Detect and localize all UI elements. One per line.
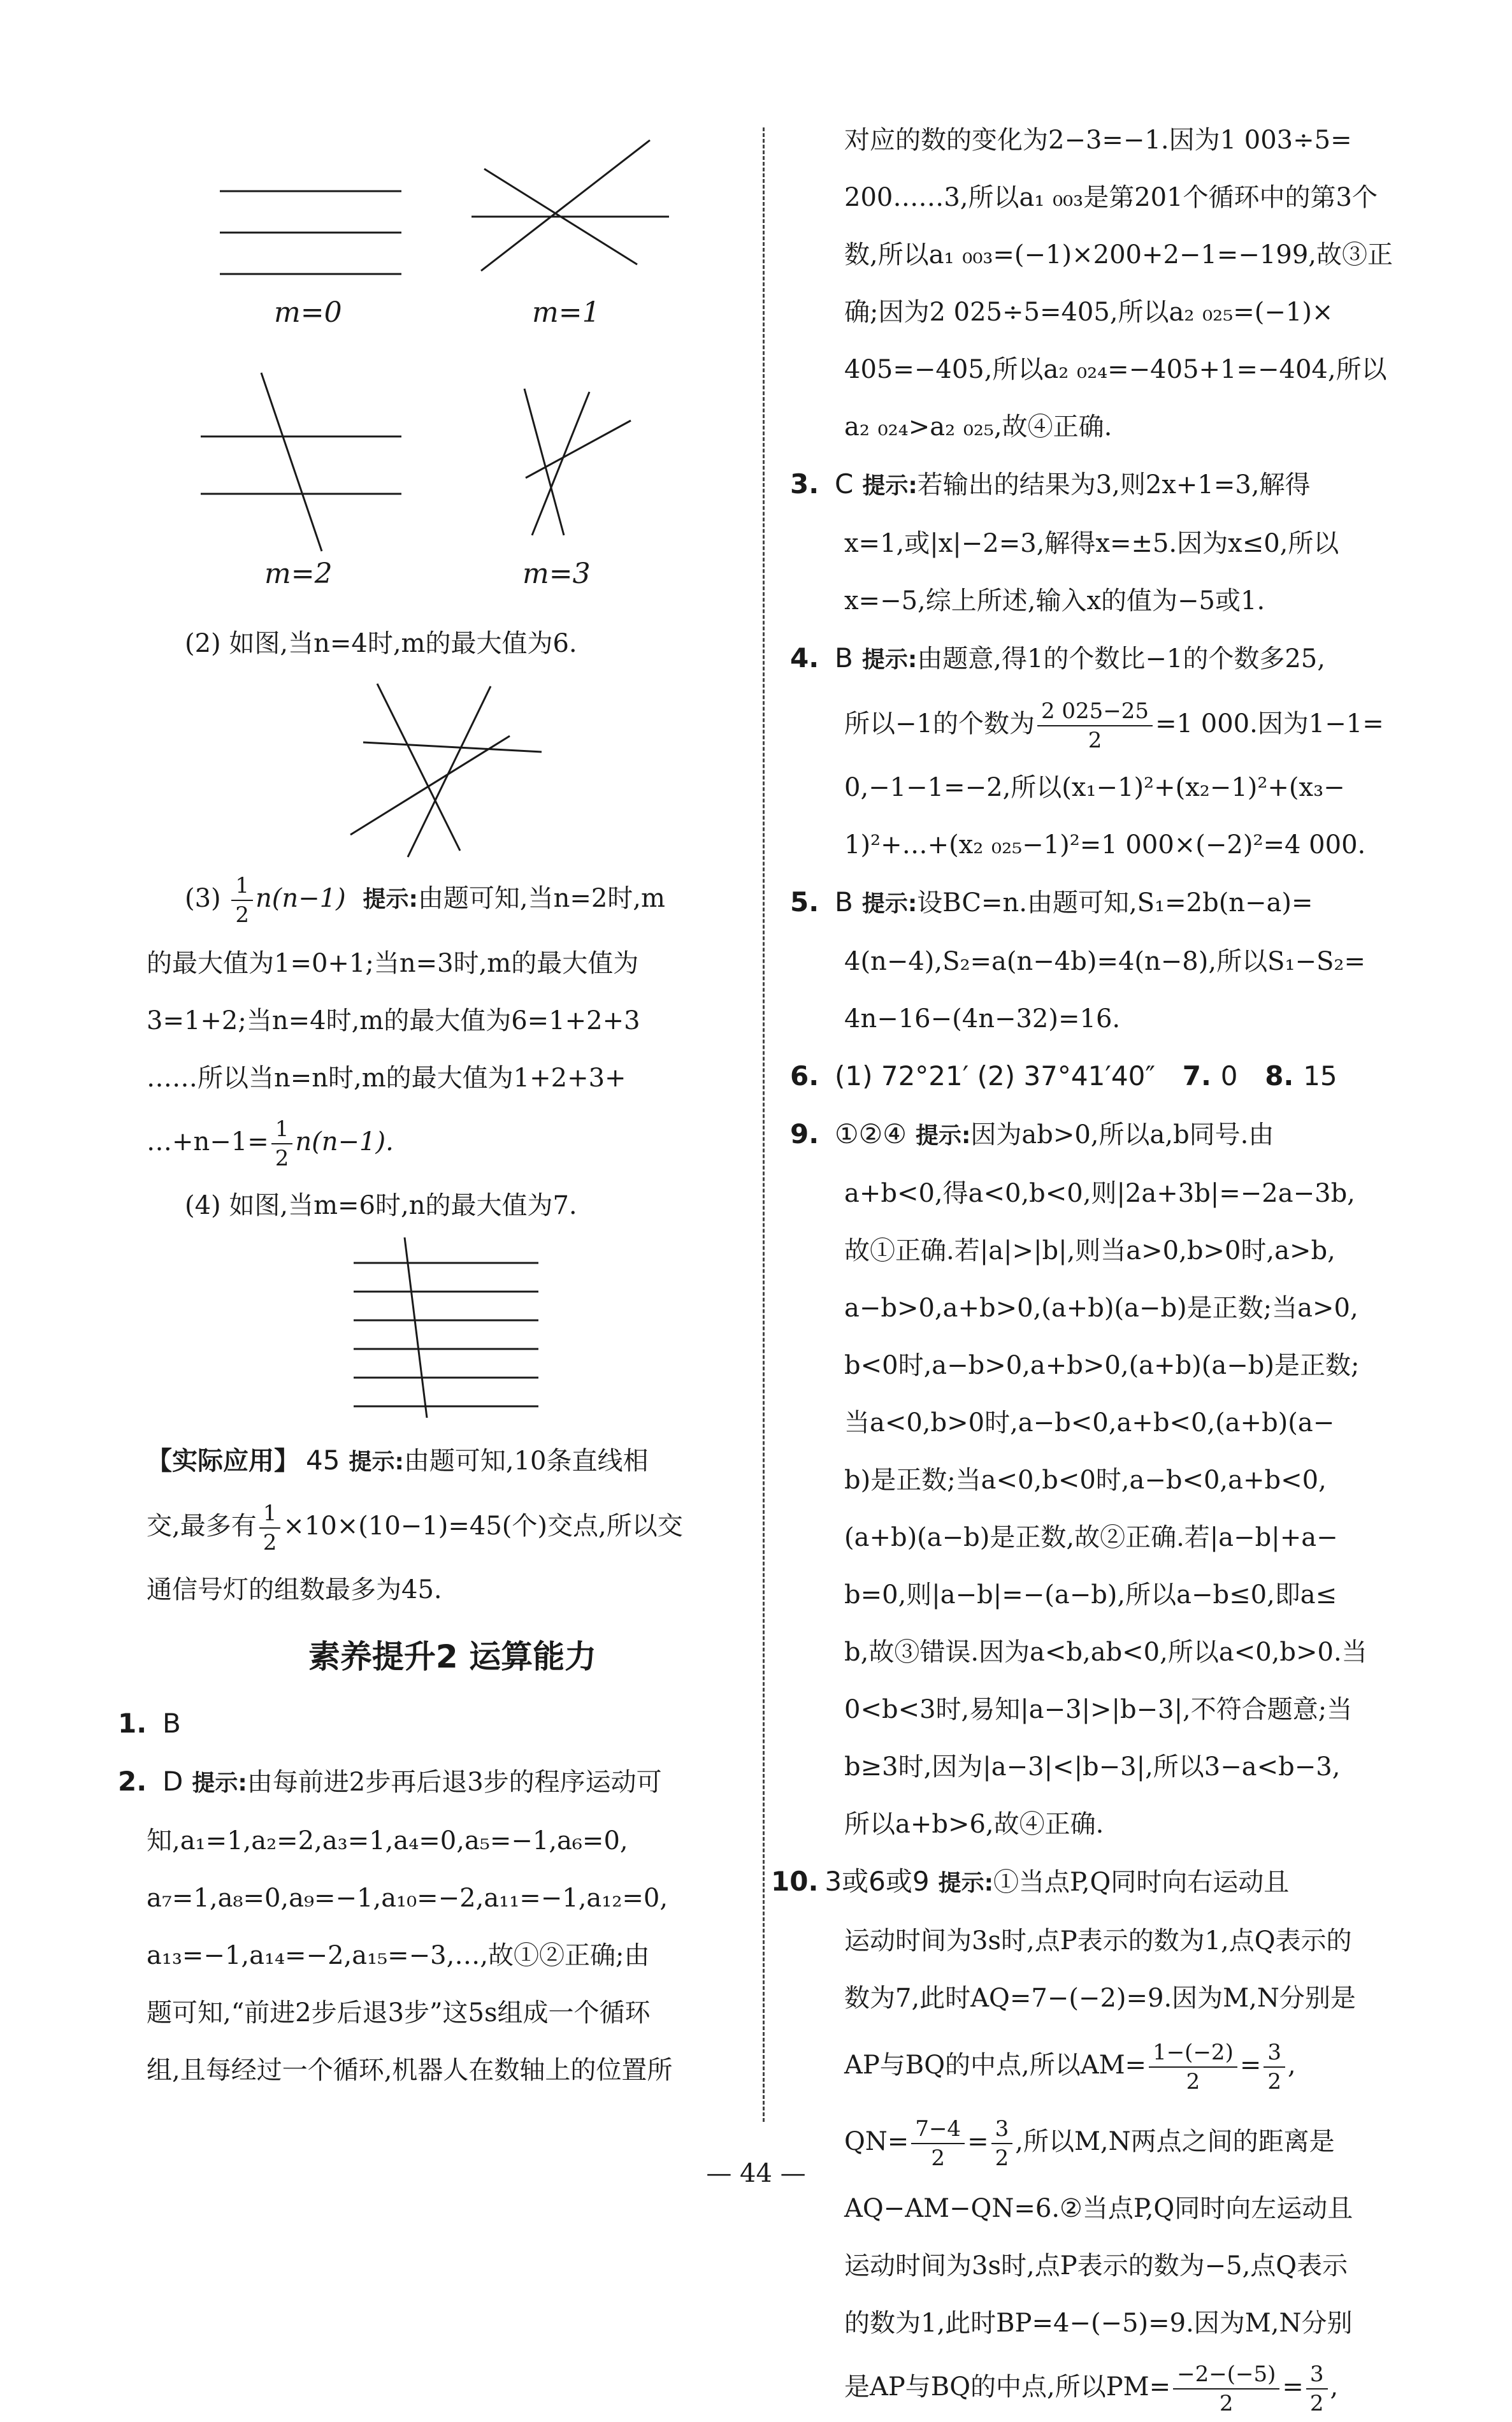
q2 [118, 1753, 758, 1812]
q4-line-2-pre: 所以−1的个数为 [844, 709, 1035, 739]
q10-line-4 [790, 2027, 1424, 2103]
p3-line-0: 由题可知,当n=2时,m [417, 884, 665, 913]
q10-line-5-post: ,所以M,N两点之间的距离是 [1015, 2127, 1335, 2156]
q9-line-13: 所以a+b>6,故④正确. [844, 1810, 1104, 1839]
q10-am-den: 2 [1149, 2066, 1237, 2096]
section-title: 素养提升2 运算能力 [308, 1638, 597, 1675]
q2-answer: D [162, 1766, 184, 1797]
paragraph-3-first [147, 863, 758, 935]
q10-fraction-am [1149, 2038, 1237, 2096]
q10-line-9-post: , [1330, 2372, 1339, 2402]
q2-cont-line-3: 数,所以a₁ ₀₀₃=(−1)×200+2−1=−199,故③正 [844, 240, 1393, 270]
q5-number: 5. [790, 886, 819, 918]
q2-line-6: 组,且每经过一个循环,机器人在数轴上的位置所 [147, 2056, 673, 2085]
q10-fraction-pm-result [1306, 2360, 1328, 2418]
q4-line-2 [790, 689, 1424, 759]
p3-last-pre: …+n−1= [147, 1127, 269, 1157]
q3-hint-label: 提示: [862, 473, 918, 499]
q4-hint-label: 提示: [861, 647, 918, 673]
p3-line-2: 3=1+2;当n=4时,m的最大值为6=1+2+3 [147, 1006, 640, 1035]
p3-last-fraction [271, 1115, 293, 1172]
q10-qn-den: 2 [911, 2143, 965, 2172]
q10-pm-num: −2−(−5) [1177, 2361, 1276, 2387]
q9-line-2: a+b<0,得a<0,b<0,则|2a+3b|=−2a−3b, [844, 1179, 1355, 1208]
q10-fraction-pm [1173, 2360, 1279, 2418]
q10-line-4-eq: = [1239, 2051, 1262, 2080]
application-line-2 [147, 1491, 758, 1561]
q10-answer: 3或6或9 [824, 1866, 930, 1897]
q2-line-4: a₁₃=−1,a₁₄=−2,a₁₅=−3,…,故①②正确;由 [147, 1941, 650, 1970]
q10-hint-label: 提示: [938, 1870, 993, 1896]
p3-last-post: n(n−1). [295, 1127, 394, 1157]
caption-m3: m=3 [522, 558, 591, 590]
q2-line-3: a₇=1,a₈=0,a₉=−1,a₁₀=−2,a₁₁=−1,a₁₂=0, [147, 1884, 668, 1913]
q10-qn-result-num: 3 [995, 2116, 1009, 2142]
q4-line-2-post: =1 000.因为1−1= [1155, 709, 1384, 739]
q5-hint-label: 提示: [861, 891, 918, 917]
q9-line-1: 因为ab>0,所以a,b同号.由 [970, 1120, 1274, 1150]
q3-line-2: x=1,或|x|−2=3,解得x=±5.因为x≤0,所以 [844, 529, 1339, 558]
p3-last-frac-den: 2 [271, 1143, 293, 1172]
paragraph-2: (2) 如图,当n=4时,m的最大值为6. [185, 629, 577, 658]
q3-number: 3. [790, 468, 819, 500]
q4-line-3: 0,−1−1=−2,所以(x₁−1)²+(x₂−1)²+(x₃− [844, 773, 1345, 802]
q4 [790, 630, 1424, 689]
q9-line-12: b≥3时,因为|a−3|<|b−3|,所以3−a<b−3, [844, 1752, 1341, 1782]
q1-answer: B [162, 1708, 181, 1739]
p3-last-line [147, 1107, 758, 1177]
q6-answer: (1) 72°21′ (2) 37°41′40″ [835, 1060, 1156, 1092]
q10-pm-result-den: 2 [1306, 2388, 1328, 2418]
q2-line-5: 题可知,“前进2步后退3步”这5s组成一个循环 [147, 1998, 651, 2028]
q4-answer: B [835, 642, 853, 674]
caption-m2: m=2 [264, 558, 333, 590]
q7-answer: 0 [1220, 1060, 1238, 1092]
q2-number: 2. [118, 1766, 147, 1797]
q6-number: 6. [790, 1060, 819, 1092]
q10-line-8: 的数为1,此时BP=4−(−5)=9.因为M,N分别 [844, 2309, 1353, 2338]
p3-fraction [231, 872, 253, 929]
q10-line-7: 运动时间为3s时,点P表示的数为−5,点Q表示 [844, 2251, 1348, 2281]
q4-fraction [1037, 697, 1153, 754]
q5-line-3: 4n−16−(4n−32)=16. [844, 1004, 1121, 1034]
q10-line-1: ①当点P,Q同时向右运动且 [993, 1868, 1290, 1897]
figure-m-cases [147, 112, 758, 615]
q10-line-9-pre: 是AP与BQ的中点,所以PM= [844, 2372, 1171, 2402]
q5-line-2: 4(n−4),S₂=a(n−4b)=4(n−8),所以S₁−S₂= [844, 947, 1365, 976]
q10-am-result-num: 3 [1267, 2040, 1281, 2065]
q10-fraction-am-result [1264, 2038, 1285, 2096]
column-divider [763, 127, 765, 2122]
paragraph-4: (4) 如图,当m=6时,n的最大值为7. [185, 1191, 577, 1220]
q6-q8 [790, 1048, 1424, 1106]
q4-line-1: 由题意,得1的个数比−1的个数多25, [917, 644, 1325, 674]
q10-line-5-eq: = [967, 2127, 989, 2156]
application-line-1 [147, 1432, 758, 1491]
q10-qn-num: 7−4 [915, 2116, 961, 2142]
p3-frac-den: 2 [231, 900, 253, 929]
q10-pm-result-num: 3 [1309, 2361, 1324, 2387]
figure-n4-drawing [147, 672, 758, 863]
caption-m1: m=1 [532, 296, 600, 329]
q4-number: 4. [790, 642, 819, 674]
q9-line-7: b)是正数;当a<0,b<0时,a−b<0,a+b<0, [844, 1466, 1327, 1495]
p3-hint-label: 提示: [363, 886, 418, 912]
q9-number: 9. [790, 1118, 819, 1150]
application-bracket: 【实际应用】 [147, 1446, 299, 1476]
q2-line-1: 由每前进2步再后退3步的程序运动可 [247, 1768, 662, 1797]
q10-line-3: 数为7,此时AQ=7−(−2)=9.因为M,N分别是 [844, 1984, 1356, 2013]
q10-line-2: 运动时间为3s时,点P表示的数为1,点Q表示的 [844, 1926, 1352, 1956]
figure-m6-drawing [147, 1234, 758, 1419]
q3-line-3: x=−5,综上所述,输入x的值为−5或1. [844, 586, 1265, 616]
q10-line-4-pre: AP与BQ的中点,所以AM= [844, 2051, 1147, 2080]
application-text-2-pre: 交,最多有 [147, 1511, 257, 1541]
q10 [771, 1853, 1424, 1912]
q10-qn-result-den: 2 [991, 2143, 1013, 2172]
q9-line-5: b<0时,a−b>0,a+b>0,(a+b)(a−b)是正数; [844, 1351, 1360, 1380]
p3-label: (3) [185, 884, 221, 913]
p3-expr: n(n−1) [256, 884, 346, 913]
q2-cont-line-6: a₂ ₀₂₄>a₂ ₀₂₅,故④正确. [844, 412, 1112, 442]
application-text-2-post: ×10×(10−1)=45(个)交点,所以交 [283, 1511, 683, 1541]
p3-line-3: ……所以当n=n时,m的最大值为1+2+3+ [147, 1063, 626, 1093]
q4-frac-den: 2 [1037, 725, 1153, 754]
figure-m-cases-drawing [147, 112, 758, 615]
application-frac-num: 1 [263, 1501, 277, 1526]
q2-cont-line-4: 确;因为2 025÷5=405,所以a₂ ₀₂₅=(−1)× [844, 298, 1334, 327]
q4-frac-num: 2 025−25 [1040, 698, 1149, 724]
q9 [790, 1106, 1424, 1165]
q10-am-num: 1−(−2) [1153, 2040, 1234, 2065]
q10-line-9 [790, 2352, 1424, 2422]
caption-m0: m=0 [274, 296, 342, 329]
q5-line-1: 设BC=n.由题可知,S₁=2b(n−a)= [917, 888, 1313, 918]
application-line-3: 通信号灯的组数最多为45. [147, 1575, 442, 1604]
q10-line-5-pre: QN= [844, 2127, 909, 2156]
q10-line-4-post: , [1288, 2051, 1296, 2080]
q10-number: 10. [771, 1866, 819, 1897]
application-fraction [259, 1499, 281, 1557]
q2-cont-line-5: 405=−405,所以a₂ ₀₂₄=−405+1=−404,所以 [844, 355, 1387, 384]
q1-number: 1. [118, 1708, 147, 1739]
q9-line-10: b,故③错误.因为a<b,ab<0,所以a<0,b>0.当 [844, 1638, 1367, 1667]
q4-line-4: 1)²+…+(x₂ ₀₂₅−1)²=1 000×(−2)²=4 000. [844, 830, 1366, 860]
q9-line-3: 故①正确.若|a|>|b|,则当a>0,b>0时,a>b, [844, 1236, 1336, 1265]
p3-last-frac-num: 1 [275, 1116, 289, 1142]
p3-line-1: 的最大值为1=0+1;当n=3时,m的最大值为 [147, 949, 639, 978]
q2-hint-label: 提示: [192, 1770, 247, 1796]
application-frac-den: 2 [259, 1527, 281, 1557]
p3-frac-num: 1 [235, 873, 250, 898]
q8-answer: 15 [1303, 1060, 1337, 1092]
figure-n4 [147, 672, 758, 863]
q9-hint-label: 提示: [915, 1123, 971, 1149]
q3-line-1: 若输出的结果为3,则2x+1=3,解得 [917, 470, 1311, 500]
q10-line-9-eq: = [1282, 2372, 1304, 2402]
page-number: — 44 — [706, 2159, 806, 2188]
q5 [790, 874, 1424, 933]
q9-line-8: (a+b)(a−b)是正数,故②正确.若|a−b|+a− [844, 1523, 1338, 1552]
q10-line-6: AQ−AM−QN=6.②当点P,Q同时向左运动且 [844, 2194, 1353, 2223]
figure-m6 [147, 1234, 758, 1419]
q3 [790, 456, 1424, 515]
q5-answer: B [835, 886, 853, 918]
q7-number: 7. [1182, 1060, 1211, 1092]
q10-am-result-den: 2 [1264, 2066, 1285, 2096]
q9-line-9: b=0,则|a−b|=−(a−b),所以a−b≤0,即a≤ [844, 1580, 1337, 1610]
application-answer: 45 [306, 1445, 340, 1476]
q9-answer: ①②④ [835, 1118, 907, 1150]
q9-line-4: a−b>0,a+b>0,(a+b)(a−b)是正数;当a>0, [844, 1294, 1358, 1323]
q9-line-6: 当a<0,b>0时,a−b<0,a+b<0,(a+b)(a− [844, 1408, 1335, 1438]
right-column [771, 112, 1424, 2422]
q3-answer: C [835, 468, 854, 500]
q1 [118, 1695, 758, 1753]
q2-line-2: 知,a₁=1,a₂=2,a₃=1,a₄=0,a₅=−1,a₆=0, [147, 1826, 628, 1856]
q9-line-11: 0<b<3时,易知|a−3|>|b−3|,不符合题意;当 [844, 1695, 1353, 1724]
q2-cont-line-1: 对应的数的变化为2−3=−1.因为1 003÷5= [844, 126, 1352, 155]
application-hint-label: 提示: [349, 1449, 404, 1475]
left-column [118, 112, 758, 2099]
application-text-1: 由题可知,10条直线相 [403, 1446, 649, 1476]
q10-pm-den: 2 [1173, 2388, 1279, 2418]
q2-cont-line-2: 200……3,所以a₁ ₀₀₃是第201个循环中的第3个 [844, 183, 1378, 212]
q8-number: 8. [1265, 1060, 1294, 1092]
